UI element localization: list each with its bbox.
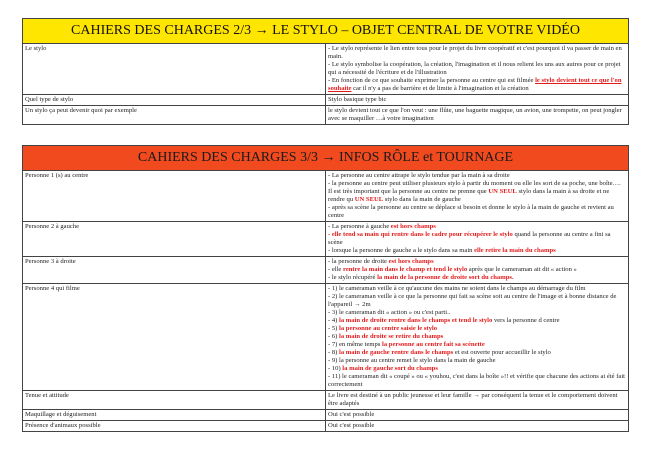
text-segment: - La personne à gauche [328, 223, 391, 230]
text-segment: - 2) le cameraman veille à ce que la personne qui fait sa scène soit au centre de l'image et à bonne distance de l'appareil → 2m [328, 293, 617, 308]
highlighted-text: la main de la personne de droite sort du champs. [377, 274, 514, 281]
row-label: Personne 4 qui filme [23, 284, 326, 391]
text-segment: Le livre est destiné à un public jeunesse et leur famille → par conséquent la tenue et le comportement doivent être adaptés [328, 392, 618, 407]
row-label: Personne 3 à droite [23, 257, 326, 284]
text-segment: - la personne au centre peut utiliser plusieurs stylo à partir du moment ou elle les sort de sa poche, une boîte…. Il est très important que la personne au centre ne prenne que [328, 180, 621, 195]
content-line [328, 96, 626, 104]
text-segment: - le stylo récupéré [328, 274, 378, 281]
content-line [328, 107, 626, 123]
text-segment: car il n'y a pas de barrière et de limite à l'imagination et la création [351, 85, 529, 92]
content-line [328, 61, 626, 77]
table-title: CAHIERS DES CHARGES 2/3 → LE STYLO – OBJET CENTRAL DE VOTRE VIDÉO [23, 19, 629, 44]
table-row [23, 410, 629, 421]
row-label: Tenue et attitude [23, 391, 326, 410]
content-line [328, 325, 626, 333]
text-segment: après que le cameraman ait dit « action » [467, 266, 577, 273]
table-row [23, 95, 629, 106]
row-content [326, 410, 629, 421]
text-segment: - 7) en même temps [328, 341, 383, 348]
content-line [328, 373, 626, 389]
content-line [328, 309, 626, 317]
content-line [328, 317, 626, 325]
table-row [23, 391, 629, 410]
highlighted-text: - elle tend sa main qui rentre dans le cadre pour récupérer le stylo [328, 231, 513, 238]
table-title-row [23, 146, 629, 171]
text-segment: - 3) le cameraman dit « action » ou c'est parti.. [328, 309, 451, 316]
content-line [328, 392, 626, 408]
text-segment: stylo dans la main à sa droite et ne rendre qu [328, 188, 610, 203]
row-content [326, 284, 629, 391]
text-segment: - 5) [328, 325, 339, 332]
highlighted-text: elle retire la main du champs [474, 247, 556, 254]
row-content [326, 44, 629, 95]
table-title: CAHIERS DES CHARGES 3/3 → INFOS RÔLE et TOURNAGE [23, 146, 629, 171]
row-content [326, 106, 629, 125]
text-segment: - lorsque la personne de gauche a le stylo dans sa main [328, 247, 475, 254]
content-line [328, 180, 626, 204]
text-segment: - 8) [328, 349, 339, 356]
row-label: Maquillage et déguisement [23, 410, 326, 421]
text-segment: - En fonction de ce que souhaite exprimer la personne au centre qui est filmée [328, 77, 536, 84]
text-segment: et est ouverte pour accueillir le stylo [453, 349, 551, 356]
highlighted-text: la main de droite se retire du champs [339, 333, 444, 340]
highlighted-text: la main de gauche sort du champs [342, 365, 438, 372]
table-row [23, 257, 629, 284]
content-line [328, 411, 626, 419]
text-segment: Oui c'est possible [328, 411, 375, 418]
content-line [328, 285, 626, 293]
content-line [328, 77, 626, 93]
content-line [328, 172, 626, 180]
text-segment: - après sa scène la personne au centre se déplace si besoin et donne le stylo à la main de gauche et revient au centre [328, 204, 614, 219]
table-row [23, 106, 629, 125]
content-line [328, 258, 626, 266]
highlighted-text: le stylo devient tout ce que l'on souhaite [328, 77, 622, 92]
row-label: Le stylo [23, 44, 326, 95]
text-segment: stylo dans la main de gauche [383, 196, 461, 203]
specs-table-stylo [22, 18, 629, 125]
highlighted-text: rentre la main dans le champ et tend le stylo [343, 266, 468, 273]
highlighted-text: la personne au centre saisie le stylo [339, 325, 438, 332]
text-segment: Oui c'est possible [328, 422, 375, 429]
row-label: Quel type de stylo [23, 95, 326, 106]
content-line [328, 223, 626, 231]
content-line [328, 349, 626, 357]
content-line [328, 365, 626, 373]
highlighted-text: la main de droite rentre dans le champs et tend le stylo [339, 317, 493, 324]
row-label: Personne 2 à gauche [23, 222, 326, 257]
content-line [328, 422, 626, 430]
text-segment: - La personne au centre attrape le stylo tendue par la main à sa droite [328, 172, 510, 179]
row-content [326, 222, 629, 257]
content-line [328, 45, 626, 61]
highlighted-text: la personne au centre fait sa scénette [382, 341, 485, 348]
highlighted-text: est hors champs [390, 223, 436, 230]
text-segment: - 1) le cameraman veille à ce qu'aucune des mains ne soient dans le champs au démarrage du film [328, 285, 586, 292]
text-segment: Stylo basique type bic [328, 96, 387, 103]
text-segment: - 11) le cameraman dit « coupé » ou « youhou, c'est dans la boîte »!! et vérifie que chacune des actions ai été fait correctement [328, 373, 625, 388]
text-segment: - Le stylo symbolise la coopération, la création, l'imagination et il nous relient les uns aux autres pour ce projet qui a nécessité de l'écriture et de l'illustration [328, 61, 621, 76]
row-content [326, 257, 629, 284]
content-line [328, 247, 626, 255]
highlighted-text: UN SEUL [354, 196, 384, 203]
table-row [23, 44, 629, 95]
table-row [23, 421, 629, 432]
row-label: Personne 1 (s) au centre [23, 171, 326, 222]
text-segment: - elle [328, 266, 344, 273]
highlighted-text: la main de gauche rentre dans le champs [339, 349, 454, 356]
row-content [326, 391, 629, 410]
content-line [328, 204, 626, 220]
row-content [326, 421, 629, 432]
text-segment: - 9) la personne au centre remet le stylo dans la main de gauche [328, 357, 496, 364]
content-line [328, 293, 626, 309]
specs-table-roles [22, 145, 629, 432]
table-row [23, 171, 629, 222]
row-label: Présence d'animaux possible [23, 421, 326, 432]
highlighted-text: UN SEUL [488, 188, 517, 195]
table-title-row [23, 19, 629, 44]
content-line [328, 341, 626, 349]
content-line [328, 266, 626, 274]
text-segment: - 4) [328, 317, 339, 324]
table-row [23, 284, 629, 391]
content-line [328, 274, 626, 282]
row-content [326, 171, 629, 222]
text-segment: - Le stylo représente le lien entre tous pour le projet du livre coopératif et c'est pourquoi il va passer de main en main. [328, 45, 622, 60]
row-label: Un stylo ça peut devenir quoi par exemple [23, 106, 326, 125]
content-line [328, 333, 626, 341]
highlighted-text: est hors champs [388, 258, 434, 265]
text-segment: vers la personne d centre [492, 317, 560, 324]
text-segment: - 10) [328, 365, 343, 372]
text-segment: - la personne de droite [328, 258, 389, 265]
text-segment: quand la personne au centre a fini sa scène [328, 231, 611, 246]
content-line [328, 357, 626, 365]
table-row [23, 222, 629, 257]
row-content [326, 95, 629, 106]
content-line [328, 231, 626, 247]
text-segment: - 6) [328, 333, 339, 340]
text-segment: le stylo devient tout ce que l'on veut : une flûte, une baguette magique, un avion, une trompette, on peut jongler avec se maquiller …à votre imagination [328, 107, 622, 122]
